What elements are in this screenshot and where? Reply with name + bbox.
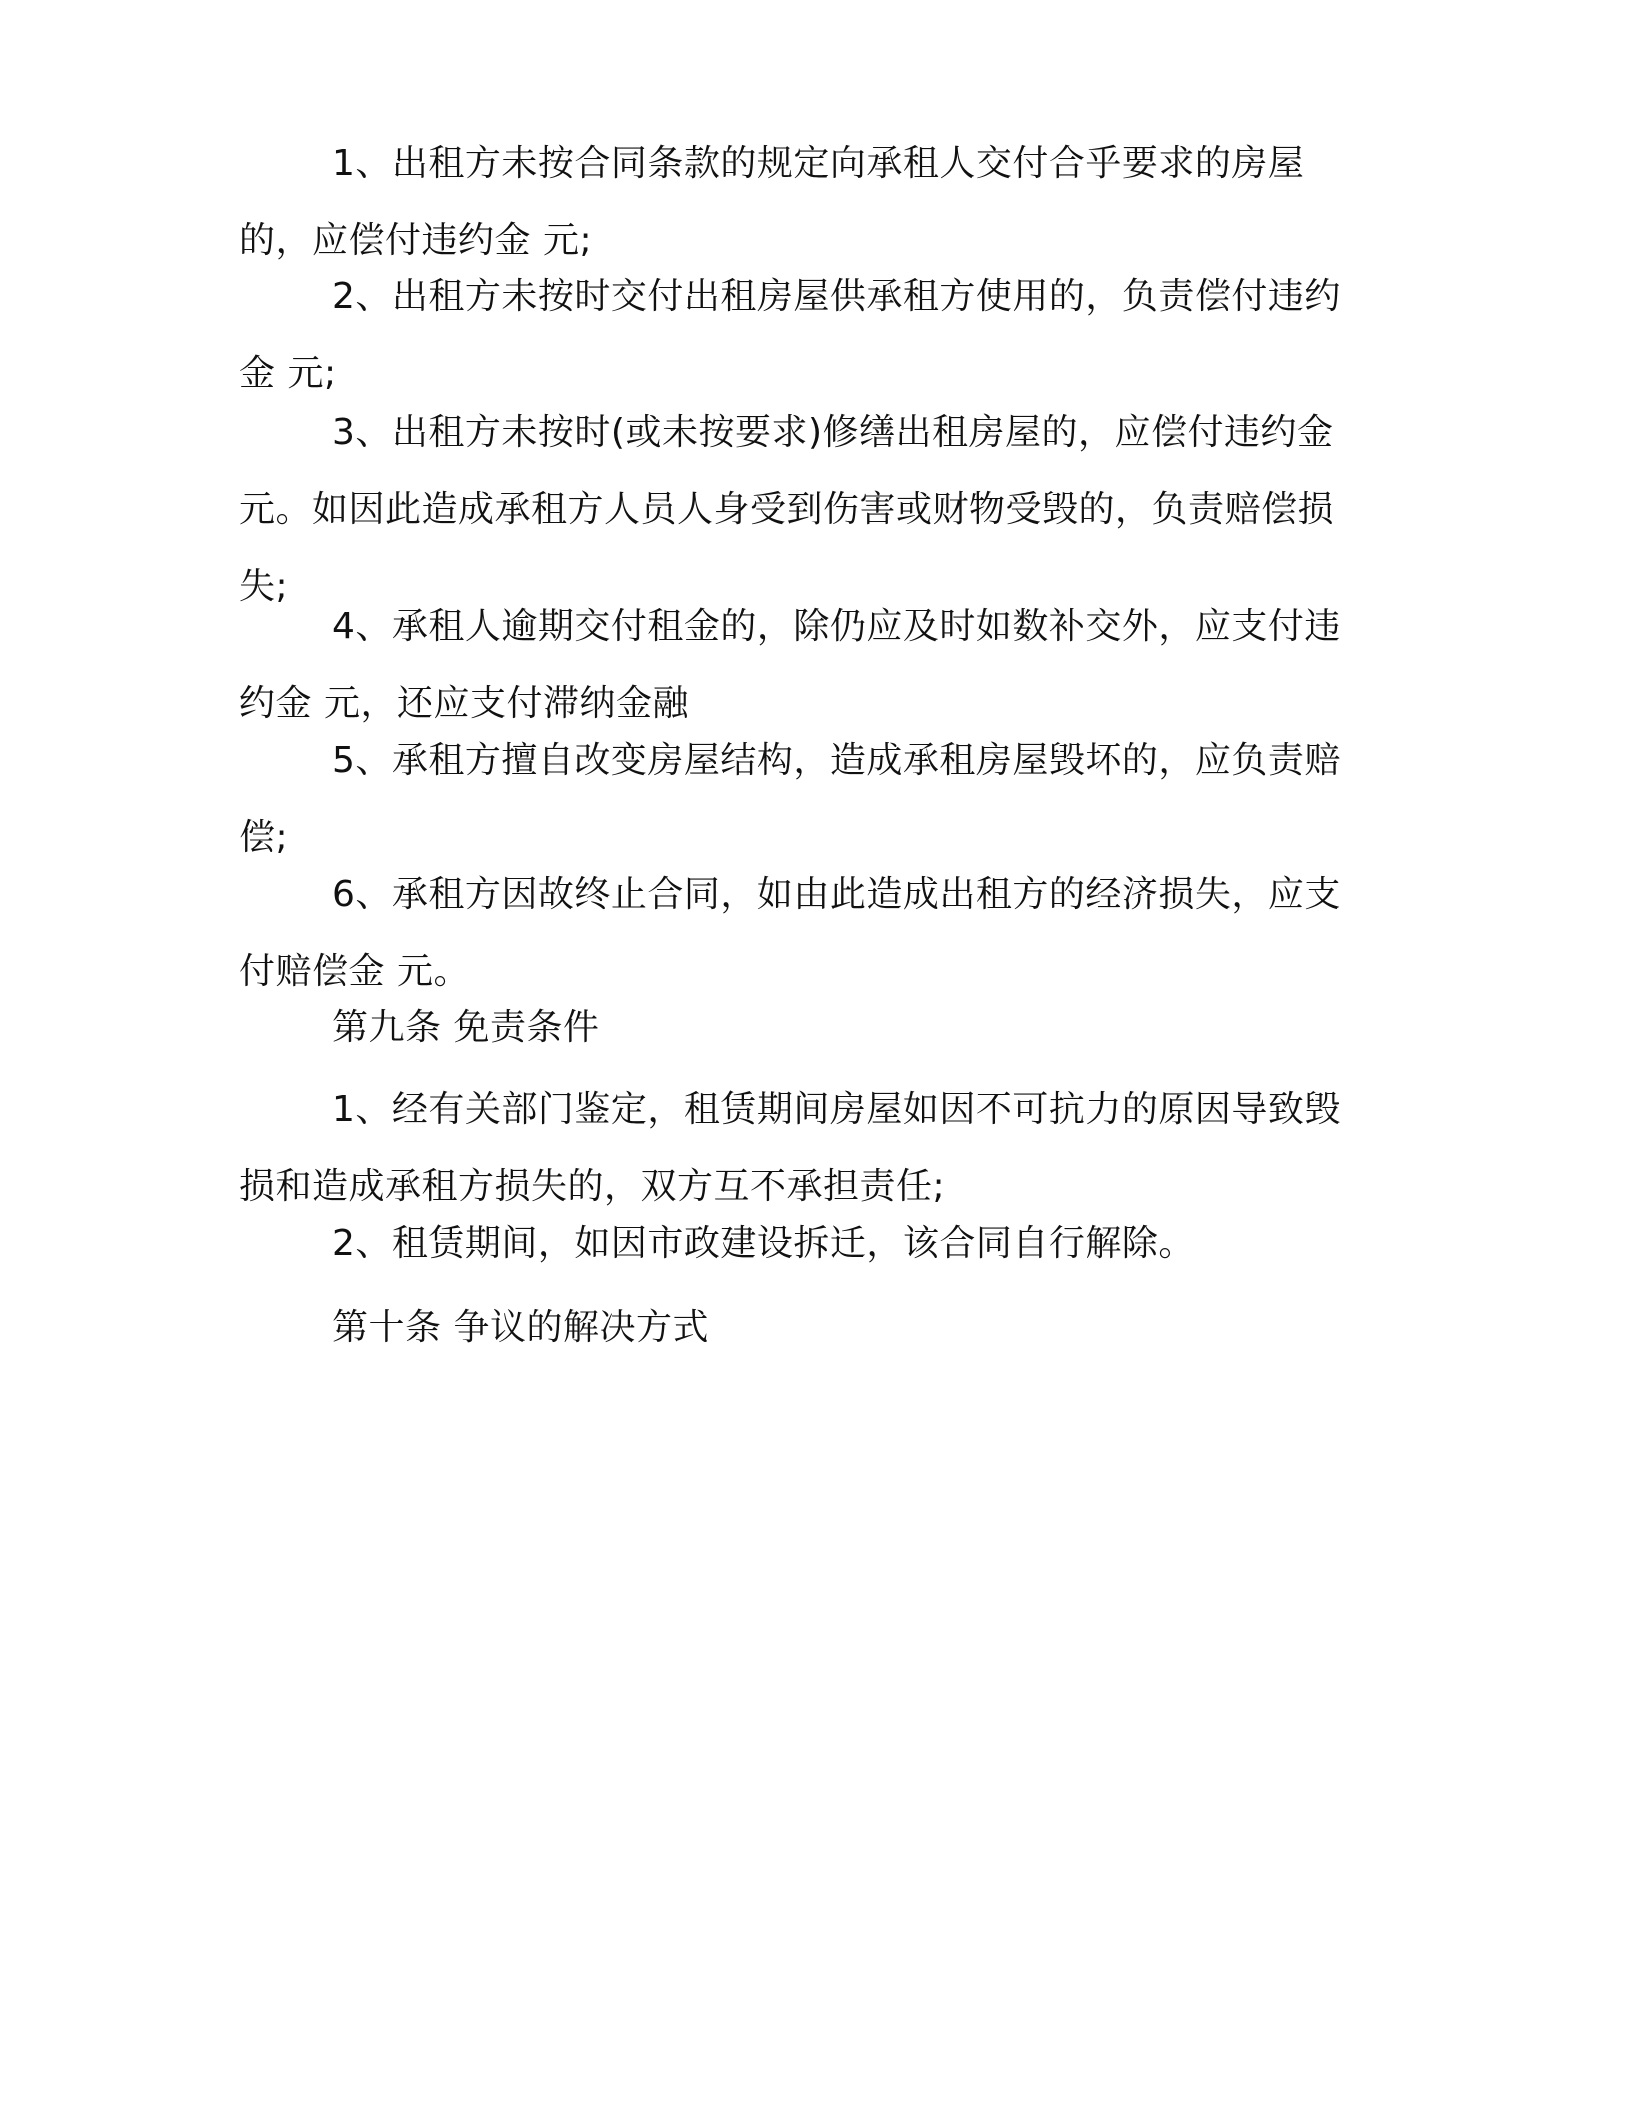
penalty-item-5: 5、承租方擅自改变房屋结构，造成承租房屋毁坏的，应负责赔偿; (239, 740, 1341, 858)
penalty-item-2: 2、出租方未按时交付出租房屋供承租方使用的，负责偿付违约金 元; (239, 276, 1341, 394)
exemption-item-2: 2、租赁期间，如因市政建设拆迁，该合同自行解除。 (332, 1223, 1195, 1264)
penalty-item-3: 3、出租方未按时(或未按要求)修缮出租房屋的，应偿付违约金 元。如因此造成承租方人员人身受到伤害或财物受毁的，负责赔偿损失; (239, 412, 1335, 607)
penalty-item-1: 1、出租方未按合同条款的规定向承租人交付合乎要求的房屋的，应偿付违约金 元; (239, 143, 1305, 261)
exemption-item-1: 1、经有关部门鉴定，租赁期间房屋如因不可抗力的原因导致毁损和造成承租方损失的，双方互不承担责任; (239, 1089, 1341, 1207)
article-10-heading: 第十条 争议的解决方式 (332, 1307, 709, 1348)
penalty-item-4: 4、承租人逾期交付租金的，除仍应及时如数补交外，应支付违约金 元，还应支付滞纳金融 (239, 606, 1341, 724)
penalty-item-6: 6、承租方因故终止合同，如由此造成出租方的经济损失，应支付赔偿金 元。 (239, 874, 1341, 992)
article-9-heading: 第九条 免责条件 (332, 1007, 600, 1048)
